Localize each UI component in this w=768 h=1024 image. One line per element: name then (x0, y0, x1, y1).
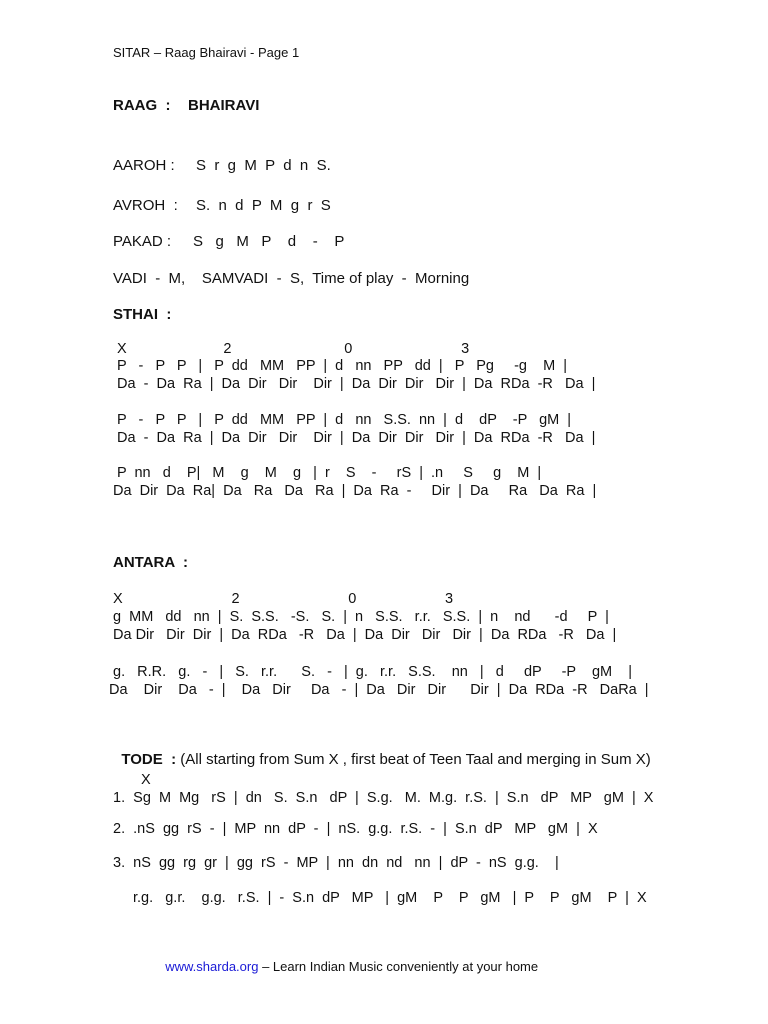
sthai-notes-line: P - P P | P dd MM PP | d nn S.S. nn | d dP -P gM | (113, 412, 572, 428)
antara-bols-line: Da Dir Da - | Da Dir Da - | Da Dir Dir Dir | Da RDa -R DaRa | (109, 682, 649, 698)
tode-item: 1. Sg M Mg rS | dn S. S.n dP | S.g. M. M.g. r.S. | S.n dP MP gM | X (113, 790, 654, 806)
sthai-notes-line: P nn d P| M g M g | r S - rS | .n S g M | (113, 465, 542, 481)
raag-name: BHAIRAVI (188, 97, 260, 114)
sthai-bols-line: Da Dir Da Ra| Da Ra Da Ra | Da Ra - Dir | Da Ra Da Ra | (113, 483, 597, 499)
sthai-beat-markers: X 2 0 3 (113, 341, 470, 357)
avroh-notes: S. n d P M g r S (196, 197, 331, 214)
tode-item-continued: r.g. g.r. g.g. r.S. | - S.n dP MP | gM P P gM | P P gM P | X (133, 890, 647, 906)
antara-notes-line: g. R.R. g. - | S. r.r. S. - | g. r.r. S.S. nn | d dP -P gM | (113, 664, 632, 680)
tode-item: 2. .nS gg rS - | MP nn dP - | nS. g.g. r.S. - | S.n dP MP gM | X (113, 821, 598, 837)
website-link[interactable]: www.sharda.org (165, 959, 259, 974)
pakad-label: PAKAD : (113, 233, 172, 250)
aaroh-notes: S r g M P d n S. (196, 157, 331, 174)
antara-beat-markers: X 2 0 3 (113, 591, 454, 607)
tode-note: (All starting from Sum X , first beat of Teen Taal and merging in Sum X) (176, 751, 651, 768)
sthai-title: STHAI : (113, 306, 172, 323)
footer-tagline: – Learn Indian Music conveniently at your home (258, 959, 539, 974)
page-header: SITAR – Raag Bhairavi - Page 1 (113, 45, 300, 60)
raag-label: RAAG : (113, 97, 171, 114)
pakad-notes: S g M P d - P (193, 233, 345, 250)
tode-beat-marker: X (141, 772, 151, 788)
aaroh-label: AAROH : (113, 157, 175, 174)
avroh-label: AVROH : (113, 197, 178, 214)
tode-item: 3. nS gg rg gr | gg rS - MP | nn dn nd nn | dP - nS g.g. | (113, 855, 559, 871)
tode-title: TODE : (121, 751, 177, 768)
antara-bols-line: Da Dir Dir Dir | Da RDa -R Da | Da Dir Dir Dir | Da RDa -R Da | (113, 627, 617, 643)
antara-title: ANTARA : (113, 554, 188, 571)
sthai-bols-line: Da - Da Ra | Da Dir Dir Dir | Da Dir Dir Dir | Da RDa -R Da | (113, 376, 596, 392)
vadi-samvadi-line: VADI - M, SAMVADI - S, Time of play - Morning (113, 270, 470, 287)
sthai-notes-line: P - P P | P dd MM PP | d nn PP dd | P Pg -g M | (113, 358, 568, 374)
antara-notes-line: g MM dd nn | S. S.S. -S. S. | n S.S. r.r. S.S. | n nd -d P | (113, 609, 609, 625)
sthai-bols-line: Da - Da Ra | Da Dir Dir Dir | Da Dir Dir Dir | Da RDa -R Da | (113, 430, 596, 446)
